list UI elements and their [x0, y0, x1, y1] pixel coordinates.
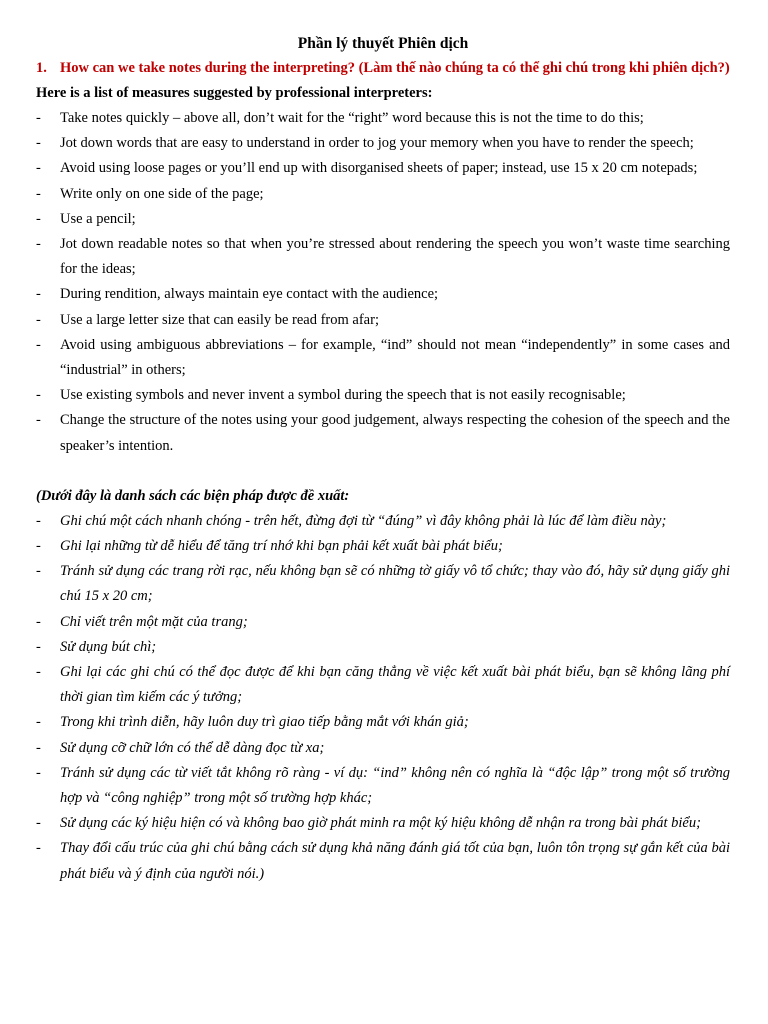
english-list-item — [36, 156, 730, 181]
vietnamese-list-item — [36, 836, 730, 886]
english-list-item — [36, 207, 730, 232]
list-dash: - — [36, 110, 41, 126]
list-item-text: Write only on one side of the page; — [60, 185, 264, 202]
english-list-item — [36, 131, 730, 156]
english-list-item — [36, 282, 730, 307]
english-list-item — [36, 308, 730, 333]
list-dash: - — [36, 286, 41, 303]
list-dash: - — [36, 764, 41, 781]
list-item-text: Avoid using loose pages or you’ll end up with disorganised sheets of paper; instead, use 15 x 20 cm notepads; — [60, 160, 698, 177]
list-dash: - — [36, 563, 41, 580]
list-dash: - — [36, 311, 41, 328]
list-item-text: Ghi lại những từ dễ hiểu để tăng trí nhớ khi bạn phải kết xuất bài phát biểu; — [60, 538, 503, 555]
question-1 — [36, 56, 730, 81]
question-number: 1. — [36, 60, 47, 76]
vietnamese-list-item — [36, 610, 730, 635]
english-intro: Here is a list of measures suggested by professional interpreters: — [36, 85, 433, 101]
list-item-text: Trong khi trình diễn, hãy luôn duy trì giao tiếp bằng mắt với khán giả; — [60, 714, 469, 731]
list-dash: - — [36, 613, 41, 630]
list-dash: - — [36, 512, 41, 529]
list-dash: - — [36, 739, 41, 756]
vietnamese-intro: (Dưới đây là danh sách các biện pháp được đề xuất: — [36, 487, 350, 504]
english-list-item — [36, 106, 730, 131]
list-item-text: Jot down readable notes so that when you’re stressed about rendering the speech you won’t waste time searching for the ideas; — [60, 236, 730, 278]
vietnamese-list-item — [36, 736, 730, 761]
list-item-text: Use a large letter size that can easily be read from afar; — [60, 311, 379, 328]
english-list — [36, 106, 730, 459]
list-dash: - — [36, 815, 41, 832]
list-dash: - — [36, 160, 41, 177]
list-dash: - — [36, 387, 41, 404]
list-item-text: Ghi lại các ghi chú có thể đọc được để khi bạn căng thẳng về việc kết xuất bài phát biểu, bạn sẽ không lãng phí thời gian tìm kiếm các ý tưởng; — [60, 664, 730, 706]
page-title: Phần lý thuyết Phiên dịch — [297, 35, 469, 52]
vietnamese-list-item — [36, 761, 730, 811]
list-dash: - — [36, 840, 41, 857]
list-dash: - — [36, 538, 41, 555]
vietnamese-list-item — [36, 811, 730, 836]
list-dash: - — [36, 185, 41, 202]
vietnamese-list-item — [36, 509, 730, 534]
list-dash: - — [36, 714, 41, 731]
list-item-text: Tránh sử dụng các từ viết tắt không rõ ràng - ví dụ: “ind” không nên có nghĩa là “độc lập” trong một số trường hợp và “công nghiệp” trong một số trường hợp khác; — [60, 764, 730, 807]
list-item-text: Change the structure of the notes using your good judgement, always respecting the cohesion of the speech and the speaker’s intention. — [60, 412, 730, 454]
list-dash: - — [36, 664, 41, 681]
english-list-item — [36, 333, 730, 383]
list-item-text: Sử dụng các ký hiệu hiện có và không bao giờ phát minh ra một ký hiệu không dễ nhận ra trong bài phát biểu; — [60, 815, 701, 832]
list-item-text: Take notes quickly – above all, don’t wait for the “right” word because this is not the time to do this; — [60, 110, 644, 126]
vietnamese-list-item — [36, 660, 730, 710]
list-item-text: Use a pencil; — [60, 210, 136, 227]
question-text: How can we take notes during the interpreting? (Làm thế nào chúng ta có thể ghi chú trong khi phiên dịch?) — [60, 60, 730, 76]
section-spacer — [36, 459, 730, 484]
vietnamese-list-item — [36, 559, 730, 609]
list-item-text: Sử dụng cỡ chữ lớn có thể dễ dàng đọc từ xa; — [60, 739, 325, 756]
english-list-item — [36, 408, 730, 458]
english-list-item — [36, 383, 730, 408]
list-dash: - — [36, 638, 41, 655]
list-dash: - — [36, 210, 41, 227]
list-item-text: Avoid using ambiguous abbreviations – for example, “ind” should not mean “independently” in some cases and “industrial” in others; — [60, 336, 730, 379]
list-dash: - — [36, 236, 41, 253]
list-item-text: Tránh sử dụng các trang rời rạc, nếu không bạn sẽ có những tờ giấy vô tổ chức; thay vào đó, hãy sử dụng giấy ghi chú 15 x 20 cm; — [60, 563, 730, 605]
vietnamese-list-item — [36, 710, 730, 735]
list-item-text: During rendition, always maintain eye contact with the audience; — [60, 286, 439, 303]
list-dash: - — [36, 412, 41, 429]
list-item-text: Ghi chú một cách nhanh chóng - trên hết, đừng đợi từ “đúng” vì đây không phải là lúc để làm điều này; — [60, 512, 667, 529]
list-item-text: Jot down words that are easy to understand in order to jog your memory when you have to render the speech; — [60, 135, 694, 152]
list-item-text: Sử dụng bút chì; — [60, 638, 157, 655]
english-list-item — [36, 182, 730, 207]
vietnamese-list-item — [36, 534, 730, 559]
list-dash: - — [36, 135, 41, 152]
list-item-text: Chỉ viết trên một mặt của trang; — [60, 613, 248, 630]
list-item-text: Use existing symbols and never invent a symbol during the speech that is not easily recognisable; — [60, 387, 626, 404]
vietnamese-list — [36, 509, 730, 887]
english-list-item — [36, 232, 730, 282]
list-dash: - — [36, 336, 41, 353]
vietnamese-list-item — [36, 635, 730, 660]
list-item-text: Thay đổi cấu trúc của ghi chú bằng cách sử dụng khả năng đánh giá tốt của bạn, luôn tôn trọng sự gắn kết của bài phát biểu và ý định của người nói.) — [60, 840, 730, 882]
